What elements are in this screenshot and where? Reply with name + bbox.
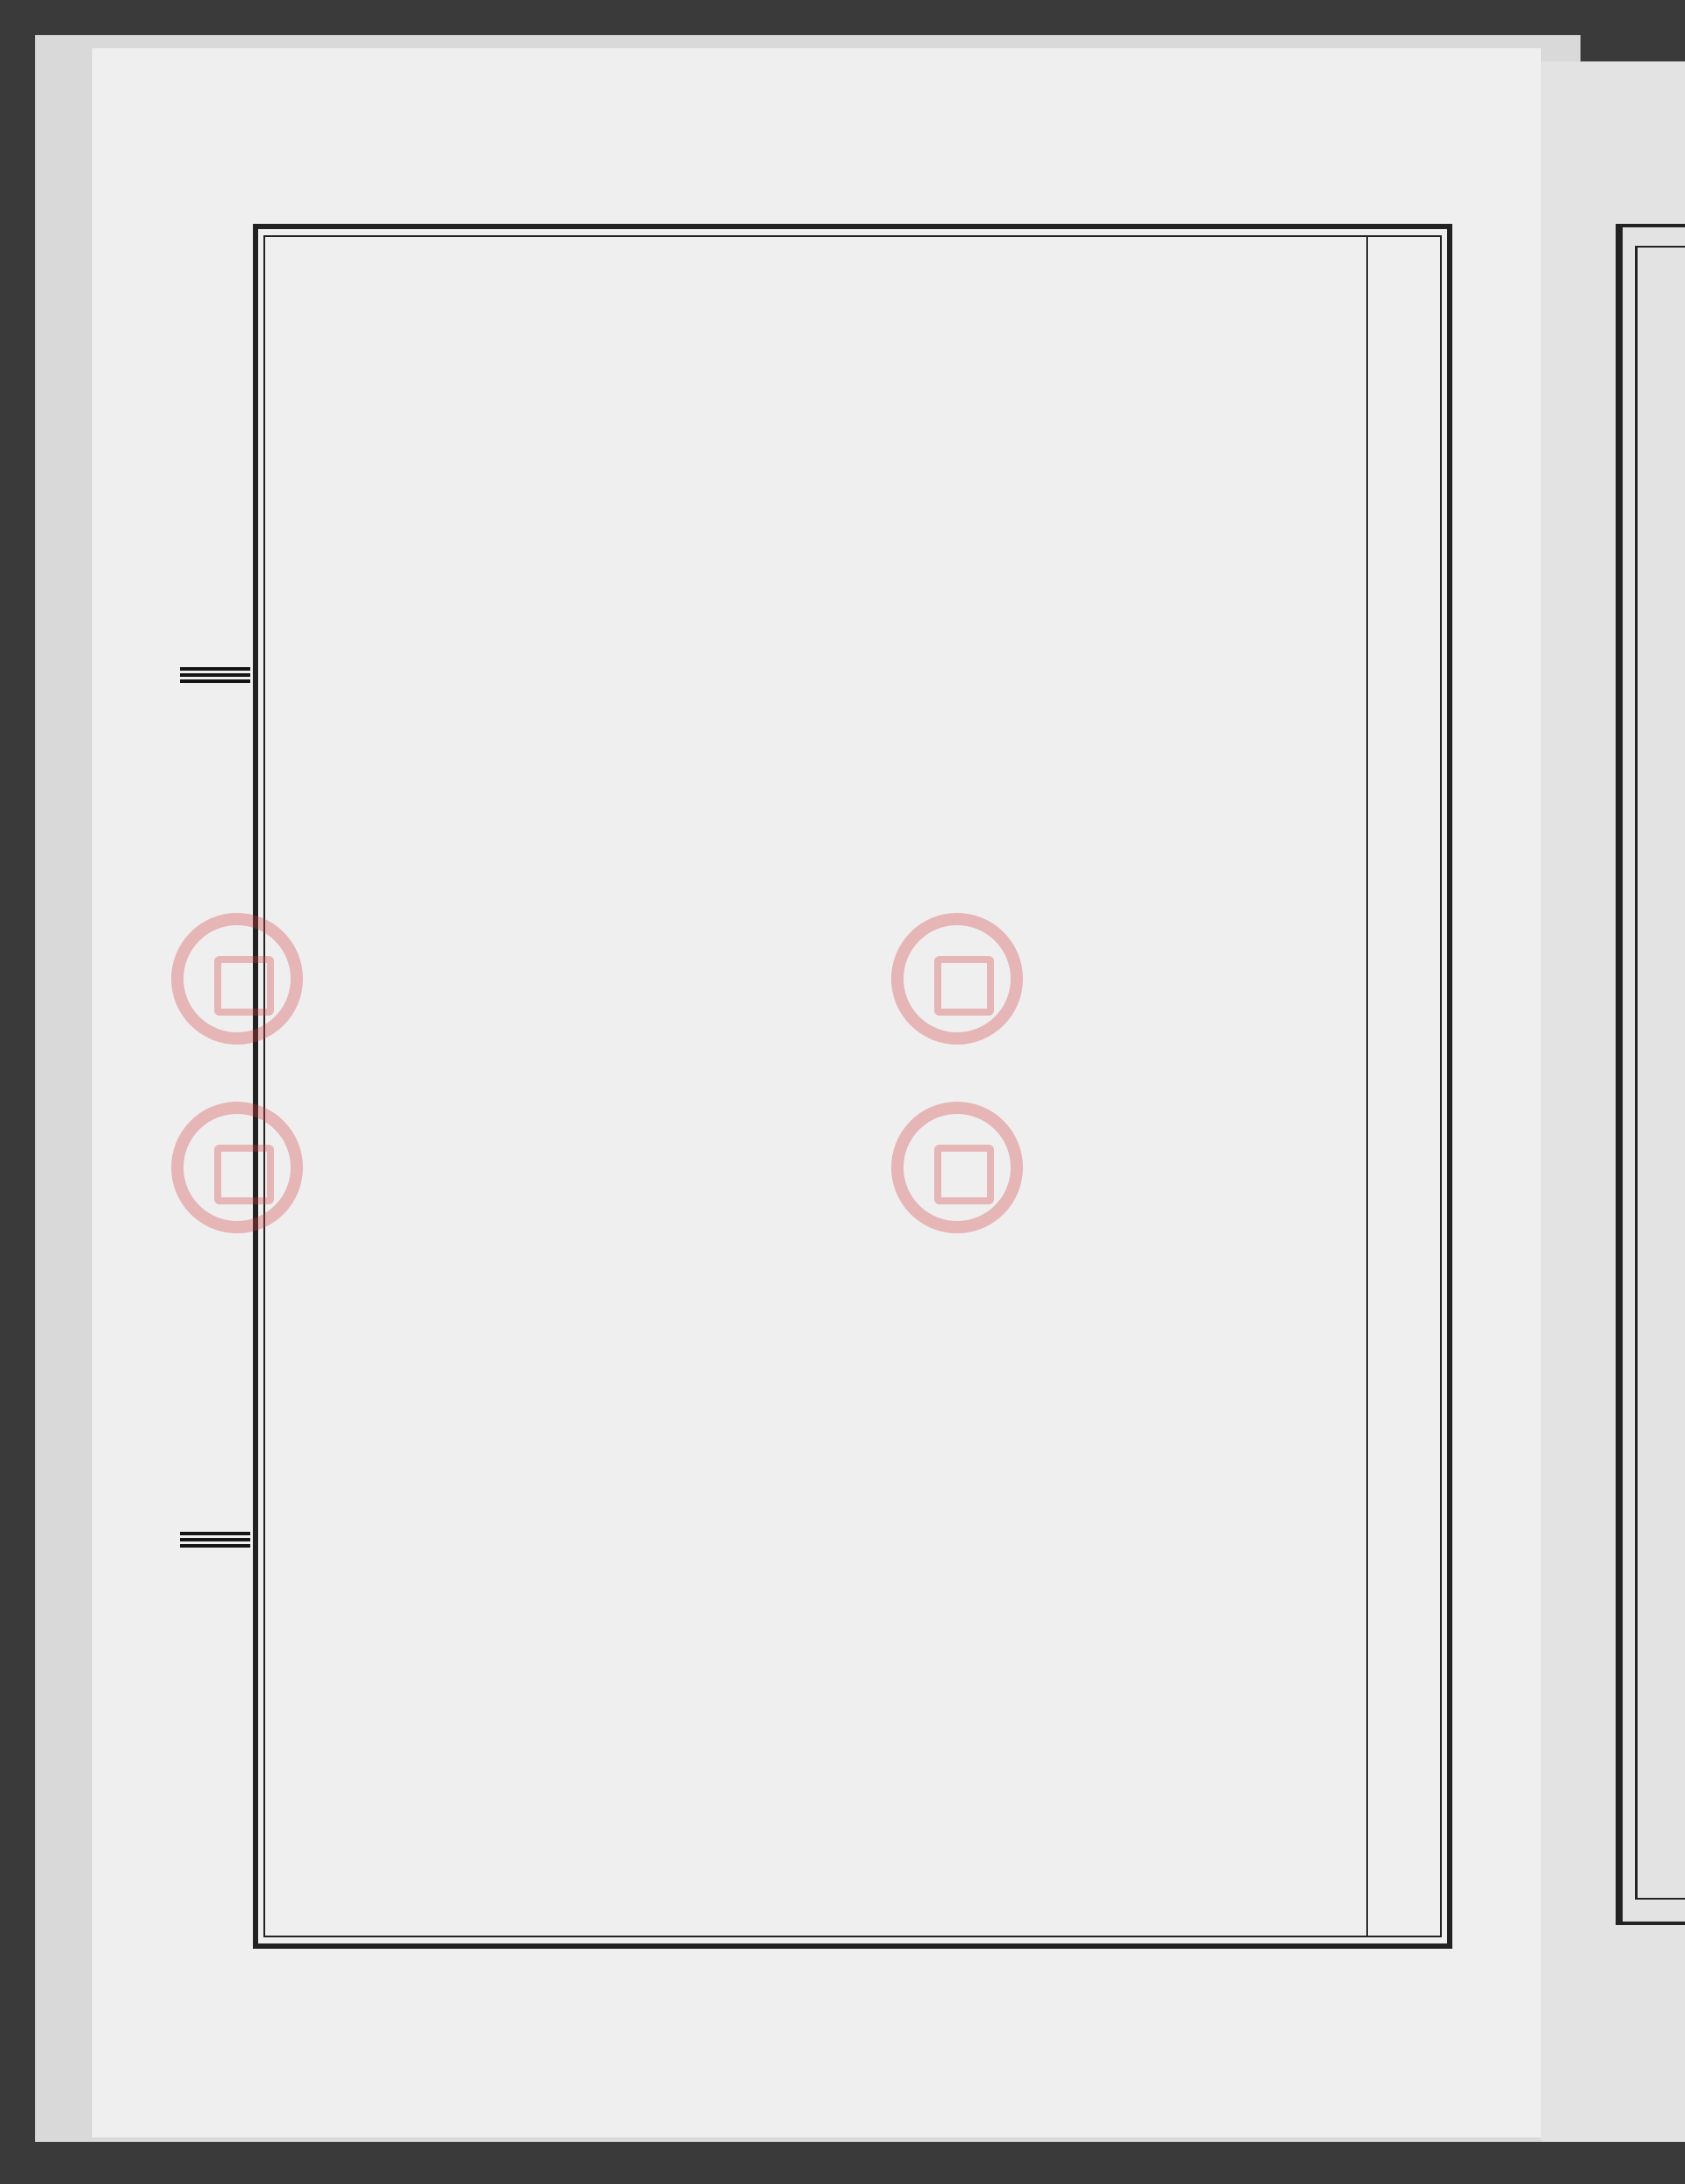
facing-page-frame-inner bbox=[1635, 246, 1685, 1900]
margin-separator bbox=[180, 667, 250, 683]
margin-separator bbox=[180, 1532, 250, 1548]
text-frame-inner bbox=[263, 235, 1442, 1937]
column-divider bbox=[1366, 237, 1368, 1936]
genealogy-column bbox=[1366, 255, 1440, 1922]
